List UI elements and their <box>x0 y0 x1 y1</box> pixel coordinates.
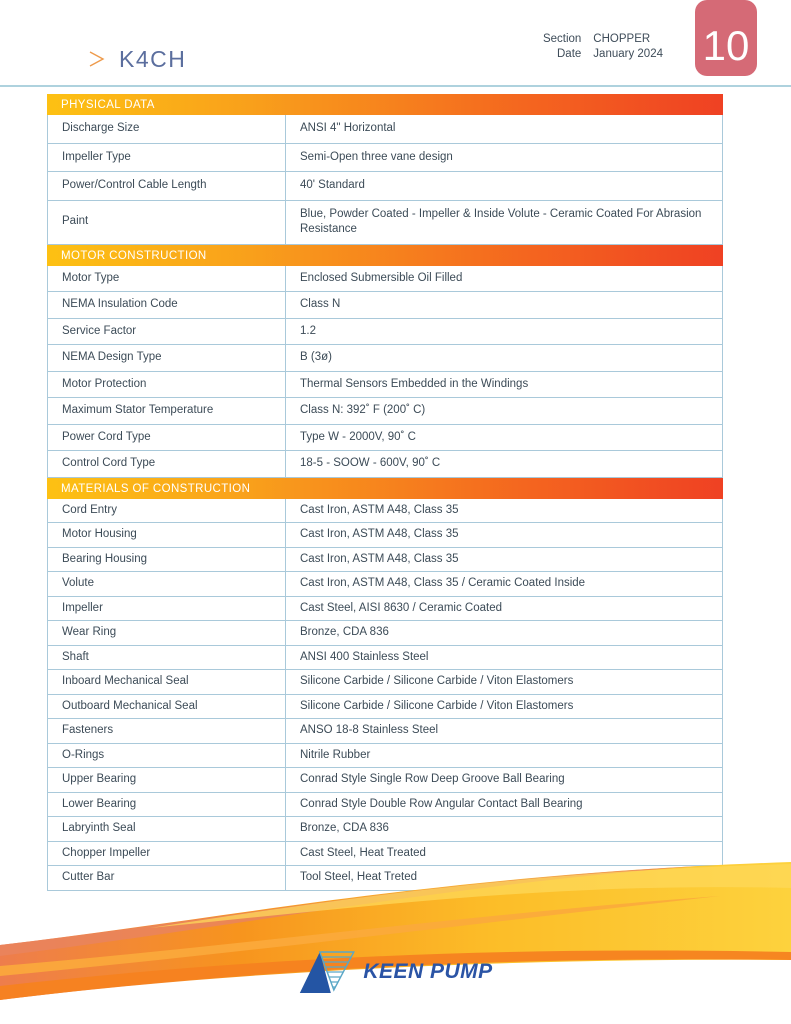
table-row <box>48 621 722 646</box>
row-value: Blue, Powder Coated - Impeller & Inside Volute - Ceramic Coated For Abrasion Resistance <box>300 207 702 236</box>
row-value: Enclosed Submersible Oil Filled <box>300 271 463 284</box>
page-header <box>0 0 791 86</box>
table-row <box>48 793 722 818</box>
row-label: NEMA Insulation Code <box>48 292 286 318</box>
row-label: Paint <box>48 201 286 244</box>
row-label: Motor Type <box>48 266 286 292</box>
row-label: Chopper Impeller <box>48 842 286 866</box>
row-value: Conrad Style Single Row Deep Groove Ball Bearing <box>300 773 565 786</box>
row-value: ANSI 400 Stainless Steel <box>300 650 429 663</box>
table-row <box>48 292 722 319</box>
row-label: Impeller Type <box>48 144 286 172</box>
row-value: Semi-Open three vane design <box>300 150 453 163</box>
row-value: Silicone Carbide / Silicone Carbide / Viton Elastomers <box>300 675 574 688</box>
page-number-badge: 10 <box>695 0 757 76</box>
meta-value: January 2024 <box>593 48 663 60</box>
table-row <box>48 597 722 622</box>
table-row <box>48 398 722 425</box>
table-row <box>48 768 722 793</box>
row-value: Type W - 2000V, 90˚ C <box>300 430 416 443</box>
row-label: Labryinth Seal <box>48 817 286 841</box>
row-value: ANSO 18-8 Stainless Steel <box>300 724 439 737</box>
section-header-bar: MATERIALS OF CONSTRUCTION <box>47 478 723 499</box>
row-value: 1.2 <box>300 324 316 337</box>
row-value: B (3ø) <box>300 351 332 364</box>
row-label: NEMA Design Type <box>48 345 286 371</box>
striped-triangle-icon <box>57 38 105 80</box>
table-row <box>48 345 722 372</box>
row-value: Conrad Style Double Row Angular Contact Ball Bearing <box>300 797 583 810</box>
table-row <box>48 319 722 346</box>
row-label: Fasteners <box>48 719 286 743</box>
row-label: Control Cord Type <box>48 451 286 477</box>
row-label: Bearing Housing <box>48 548 286 572</box>
row-value: Cast Iron, ASTM A48, Class 35 <box>300 552 459 565</box>
section-physical-data <box>47 94 723 245</box>
section-rows <box>47 115 723 245</box>
row-label: Impeller <box>48 597 286 621</box>
row-label: O-Rings <box>48 744 286 768</box>
row-value: Class N <box>300 298 341 311</box>
row-label: Service Factor <box>48 319 286 345</box>
row-value: Cast Steel, AISI 8630 / Ceramic Coated <box>300 601 502 614</box>
section-materials-of-construction <box>47 478 723 891</box>
row-value: Cast Steel, Heat Treated <box>300 846 426 859</box>
section-rows <box>47 499 723 891</box>
row-value: Cast Iron, ASTM A48, Class 35 <box>300 503 459 516</box>
footer-wave-graphic <box>0 854 791 1024</box>
spec-table <box>47 94 723 891</box>
header-divider <box>0 85 791 87</box>
table-row <box>48 817 722 842</box>
row-label: Outboard Mechanical Seal <box>48 695 286 719</box>
table-row <box>48 451 722 478</box>
table-row <box>48 372 722 399</box>
row-label: Volute <box>48 572 286 596</box>
table-row <box>48 499 722 524</box>
section-rows <box>47 266 723 478</box>
table-row <box>48 523 722 548</box>
row-label: Motor Protection <box>48 372 286 398</box>
page-title: K4CH <box>119 45 187 72</box>
table-row <box>48 266 722 293</box>
row-value: 40' Standard <box>300 179 365 192</box>
table-row <box>48 646 722 671</box>
table-row <box>48 719 722 744</box>
brand-name: KEEN PUMP <box>363 960 493 983</box>
row-label: Discharge Size <box>48 115 286 143</box>
row-label: Lower Bearing <box>48 793 286 817</box>
section-motor-construction <box>47 245 723 478</box>
row-label: Maximum Stator Temperature <box>48 398 286 424</box>
table-row <box>48 115 722 144</box>
row-value: 18-5 - SOOW - 600V, 90˚ C <box>300 457 441 470</box>
table-row <box>48 548 722 573</box>
row-label: Upper Bearing <box>48 768 286 792</box>
row-label: Cord Entry <box>48 499 286 523</box>
product-brand <box>57 38 186 80</box>
row-value: Silicone Carbide / Silicone Carbide / Viton Elastomers <box>300 699 574 712</box>
row-value: Nitrile Rubber <box>300 748 371 761</box>
table-row <box>48 744 722 769</box>
table-row <box>48 144 722 173</box>
table-row <box>48 572 722 597</box>
section-header-bar: MOTOR CONSTRUCTION <box>47 245 723 266</box>
row-label: Shaft <box>48 646 286 670</box>
row-label: Cutter Bar <box>48 866 286 890</box>
table-row <box>48 201 722 245</box>
row-value: Thermal Sensors Embedded in the Windings <box>300 377 529 390</box>
row-value: Cast Iron, ASTM A48, Class 35 <box>300 528 459 541</box>
table-row <box>48 695 722 720</box>
row-value: Bronze, CDA 836 <box>300 822 389 835</box>
row-label: Power/Control Cable Length <box>48 172 286 200</box>
keen-pump-logo-icon <box>298 950 354 994</box>
keen-pump-brand <box>298 950 492 994</box>
section-header-bar: PHYSICAL DATA <box>47 94 723 115</box>
table-row <box>48 670 722 695</box>
row-label: Inboard Mechanical Seal <box>48 670 286 694</box>
row-label: Wear Ring <box>48 621 286 645</box>
row-value: Tool Steel, Heat Treted <box>300 871 417 884</box>
table-row <box>48 425 722 452</box>
meta-label: Section <box>542 33 582 45</box>
row-value: Bronze, CDA 836 <box>300 626 389 639</box>
row-value: Cast Iron, ASTM A48, Class 35 / Ceramic Coated Inside <box>300 577 586 590</box>
row-value: ANSI 4" Horizontal <box>300 122 396 134</box>
row-value: Class N: 392˚ F (200˚ C) <box>300 404 426 417</box>
table-row <box>48 172 722 201</box>
section-date-meta <box>543 33 663 60</box>
meta-label: Date <box>557 48 582 60</box>
meta-value: CHOPPER <box>593 33 651 45</box>
row-label: Power Cord Type <box>48 425 286 451</box>
row-label: Motor Housing <box>48 523 286 547</box>
